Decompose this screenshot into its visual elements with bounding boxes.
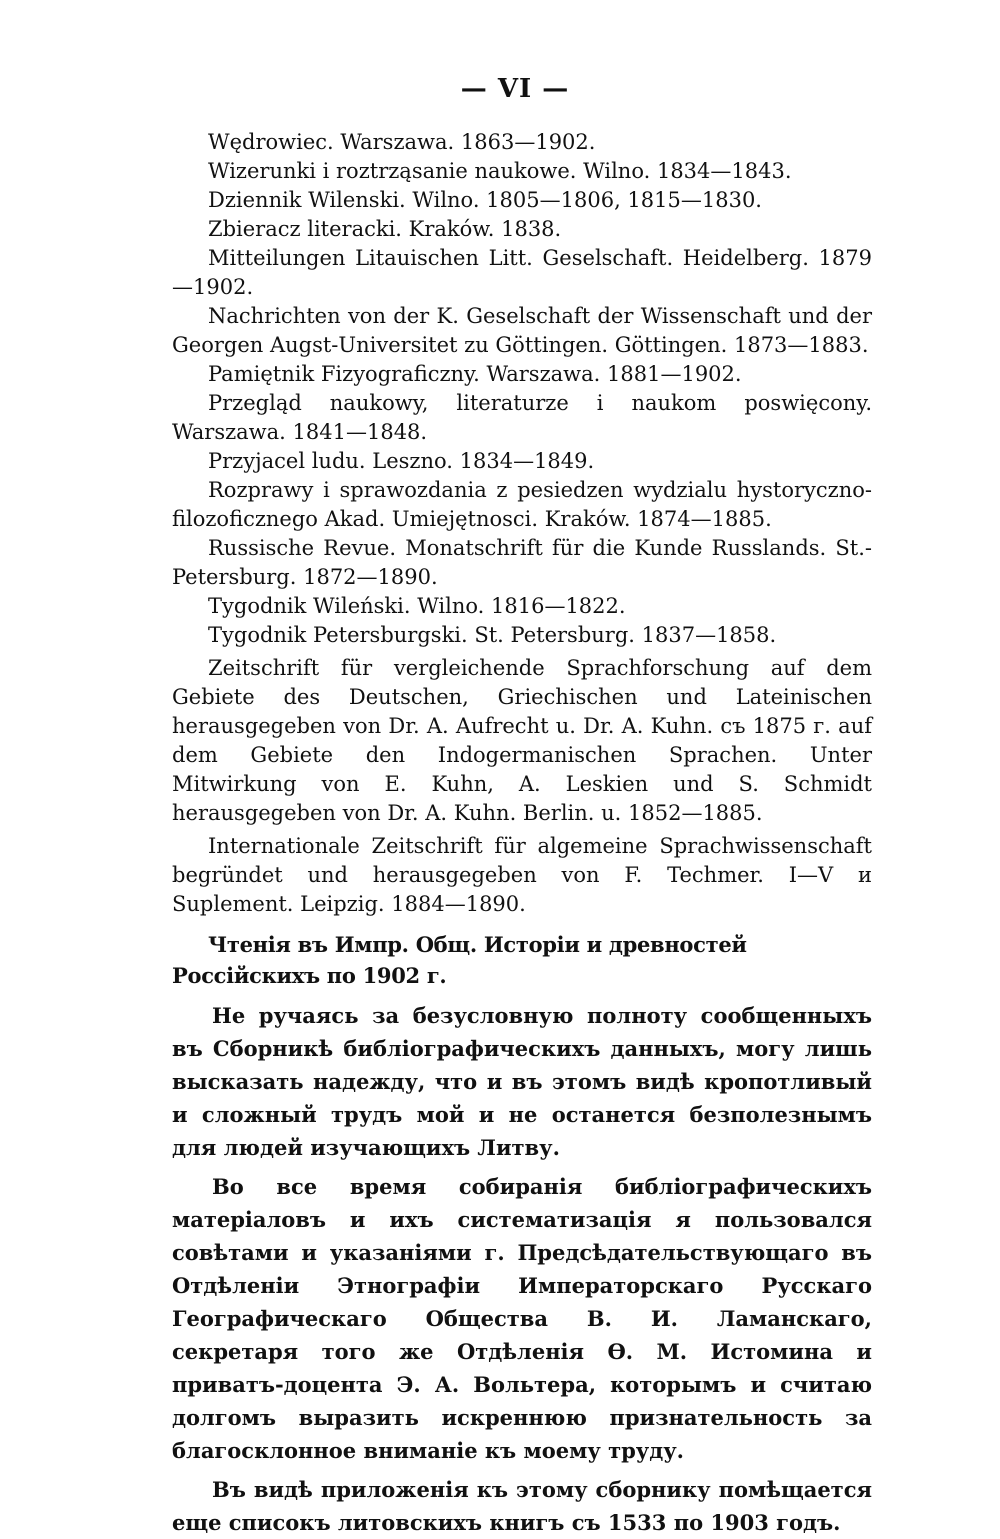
- bibliography-entry-russische-revue: Russische Revue. Monatschrift für die Kunde Russlands. St.-Petersburg. 1872—1890.: [172, 536, 872, 589]
- bibliography-entry-tygodnik-wilenski: Tygodnik Wileński. Wilno. 1816—1822.: [208, 594, 626, 618]
- bibliography-entry-przyjacel: Przyjacel ludu. Leszno. 1834—1849.: [208, 449, 595, 473]
- bibliography-entry-rozprawy: Rozprawy i sprawozdania z pesiedzen wydzialu hystoryczno-filozoficznego Akad. Umiejętnosci. Kraków. 1874—1885.: [172, 478, 872, 531]
- bibliography-entry-pamietnik: Pamiętnik Fizyograficzny. Warszawa. 1881—1902.: [208, 362, 742, 386]
- paragraph-acknowledgements: Во все время собиранія библіографическихъ матеріаловъ и ихъ систематизація я пользовался совѣтами и указаніями г. Предсѣдательствующаго въ Отдѣленіи Этнографіи Императорскаго Русскаго Географическаго Общества В. И. Ламанскаго, секретаря того же Отдѣленія Ѳ. М. Истомина и приватъ-доцента Э. А. Вольтера, которымъ и считаю долгомъ выразить искреннюю признательность за благосклонное вниманіе къ моему труду.: [172, 1174, 872, 1463]
- bibliography-entry-zeitschrift: Zeitschrift für vergleichende Sprachforschung auf dem Gebiete des Deutschen, Griechischen und Lateinischen herausgegeben von Dr. A. Aufrecht u. Dr. A. Kuhn. съ 1875 г. auf dem Gebiete den Indogermanischen Sprachen. Unter Mitwirkung von E. Kuhn, A. Leskien und S. Schmidt herausgegeben von Dr. A. Kuhn. Berlin. u. 1852—1885.: [172, 656, 872, 825]
- bibliography-entry-wizerunki: Wizerunki i roztrząsanie naukowe. Wilno. 1834—1843.: [208, 159, 792, 183]
- bibliography-entry-przeglad: Przegląd naukowy, literaturze i naukom poswięcony. Warszawa. 1841—1848.: [172, 391, 872, 444]
- bibliography-entry-mitteilungen: Mitteilungen Litauischen Litt. Geselschaft. Heidelberg. 1879—1902.: [172, 246, 872, 299]
- paragraph-completeness: Не ручаясь за безусловную полноту сообщенныхъ въ Сборникѣ библіографическихъ данныхъ, могу лишь высказать надежду, что и въ этомъ видѣ кропотливый и сложный трудъ мой и не останется безполезнымъ для людей изучающихъ Литву.: [172, 1003, 872, 1160]
- bibliography-entry-tygodnik-petersburgski: Tygodnik Petersburgski. St. Petersburg. 1837—1858.: [208, 623, 777, 647]
- bibliography-entry-chteniya: Чтенія въ Импр. Общ. Исторіи и древностей Россійскихъ по 1902 г.: [172, 932, 747, 988]
- bibliography-entry-internationale-zeitschrift: Internationale Zeitschrift für algemeine Sprachwissenschaft begründet und herausgegeben von F. Techmer. I—V и Suplement. Leipzig. 1884—1890.: [172, 834, 872, 916]
- bibliography-entry-dziennik-wilenski: Dziennik Wilenski. Wilno. 1805—1806, 1815—1830.: [208, 188, 762, 212]
- page-body: [172, 128, 872, 1539]
- bibliography-entry-wedrowiec: Wędrowiec. Warszawa. 1863—1902.: [208, 130, 596, 154]
- paragraph-appendix-note: Въ видѣ приложенія къ этому сборнику помѣщается еще списокъ литовскихъ книгъ съ 1533 по 1903 годъ.: [172, 1477, 872, 1535]
- page-number: — VI —: [460, 74, 570, 104]
- bibliography-entry-nachrichten: Nachrichten von der K. Geselschaft der Wissenschaft und der Georgen Augst-Universitet zu Göttingen. Göttingen. 1873—1883.: [172, 304, 872, 357]
- bibliography-entry-zbieracz: Zbieracz literacki. Kraków. 1838.: [208, 217, 562, 241]
